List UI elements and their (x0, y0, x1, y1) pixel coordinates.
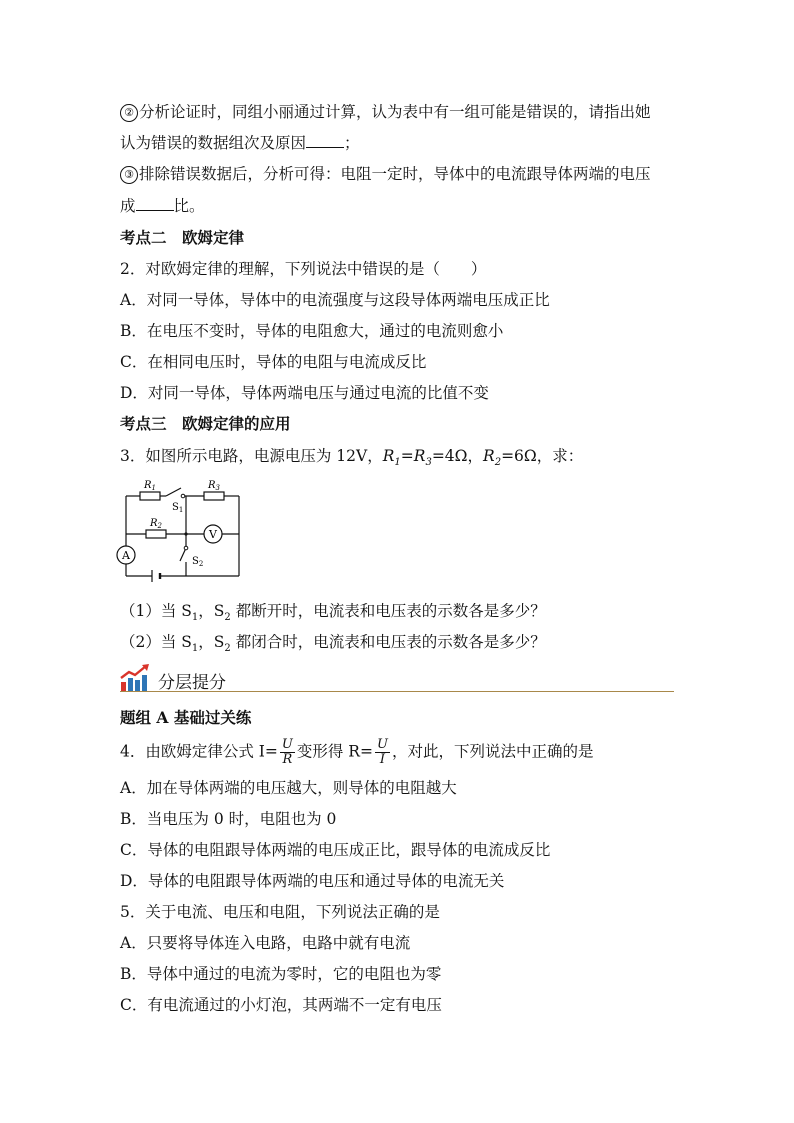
label-r2: $R_2$ (150, 518, 162, 530)
fraction-u-over-r: $\frac{U}{R}$ (281, 737, 293, 767)
q2-option-a: A．对同一导体，导体中的电流强度与这段导体两端电压成正比 (120, 291, 550, 309)
q4-stem: 4．由欧姆定律公式 I= $\frac{U}{R}$ 变形得 R= $\frac{U}{I}$ ，对此，下列说法中正确的是 (120, 737, 594, 767)
switch-s2-contact (184, 546, 188, 550)
q5-option-c: C．有电流通过的小灯泡，其两端不一定有电压 (120, 996, 442, 1014)
label-r3: $R_3$ (208, 480, 220, 492)
circled-2: ② (120, 104, 138, 122)
label-s1: $S_1$ (172, 502, 184, 514)
q4-option-d: D．导体的电阻跟导体两端的电压和通过导体的电流无关 (120, 872, 505, 890)
resistor-r3 (204, 492, 224, 500)
circuit-diagram (114, 476, 246, 584)
switch-s1-contact (181, 494, 185, 498)
q4-option-b: B．当电压为 0 时，电阻也为 0 (120, 810, 337, 828)
q2-option-c: C．在相同电压时，导体的电阻与电流成反比 (120, 353, 427, 371)
answer-blank[interactable] (306, 133, 344, 148)
answer-blank[interactable] (136, 196, 174, 211)
resistor-r1 (140, 492, 160, 500)
section-title: 考点二 欧姆定律 (120, 228, 245, 247)
bar-chart-trend-icon (119, 664, 153, 692)
q1-part3-line2: 成 比。 (120, 197, 205, 215)
q1-part3-line1: ③ 排除错误数据后，分析可得：电阻一定时，导体中的电流跟导体两端的电压 (120, 164, 651, 184)
label-s2: $S_2$ (192, 556, 204, 568)
q3-sub1: （1）当 $S_1$，$S_2$ 都断开时，电流表和电压表的示数各是多少？ (120, 602, 546, 624)
voltmeter-label: V (209, 528, 217, 541)
q2-stem: 2．对欧姆定律的理解，下列说法中错误的是（ ） (120, 260, 487, 278)
ammeter-label: A (122, 549, 130, 562)
group-title: 题组 A 基础过关练 (120, 708, 252, 727)
banner-title: 分层提分 (158, 673, 226, 693)
fraction-u-over-i: $\frac{U}{I}$ (376, 737, 388, 767)
circled-3: ③ (120, 166, 138, 184)
label-r1: $R_1$ (144, 480, 156, 492)
banner-rule (120, 691, 674, 692)
resistor-r2 (146, 530, 166, 538)
q3-sub2: （2）当 $S_1$，$S_2$ 都闭合时，电流表和电压表的示数各是多少？ (120, 633, 546, 655)
section-title: 考点三 欧姆定律的应用 (120, 414, 291, 433)
q1-part2-line2: 认为错误的数据组次及原因 ； (120, 134, 360, 152)
q5-stem: 5．关于电流、电压和电阻，下列说法正确的是 (120, 903, 440, 921)
q5-option-a: A．只要将导体连入电路，电路中就有电流 (120, 934, 411, 952)
q5-option-b: B．导体中通过的电流为零时，它的电阻也为零 (120, 965, 442, 983)
q3-stem: 3．如图所示电路，电源电压为 12V，$R_1=R_3=4\Omega$，$R_2=6\Omega$，求： (120, 447, 584, 469)
q1-part2-line1: ② 分析论证时，同组小丽通过计算，认为表中有一组可能是错误的，请指出她 (120, 102, 651, 122)
q4-option-c: C．导体的电阻跟导体两端的电压成正比，跟导体的电流成反比 (120, 841, 551, 859)
q4-option-a: A．加在导体两端的电压越大，则导体的电阻越大 (120, 779, 457, 797)
q2-option-d: D．对同一导体，导体两端电压与通过电流的比值不变 (120, 384, 489, 402)
q2-option-b: B．在电压不变时，导体的电阻愈大，通过的电流则愈小 (120, 322, 504, 340)
